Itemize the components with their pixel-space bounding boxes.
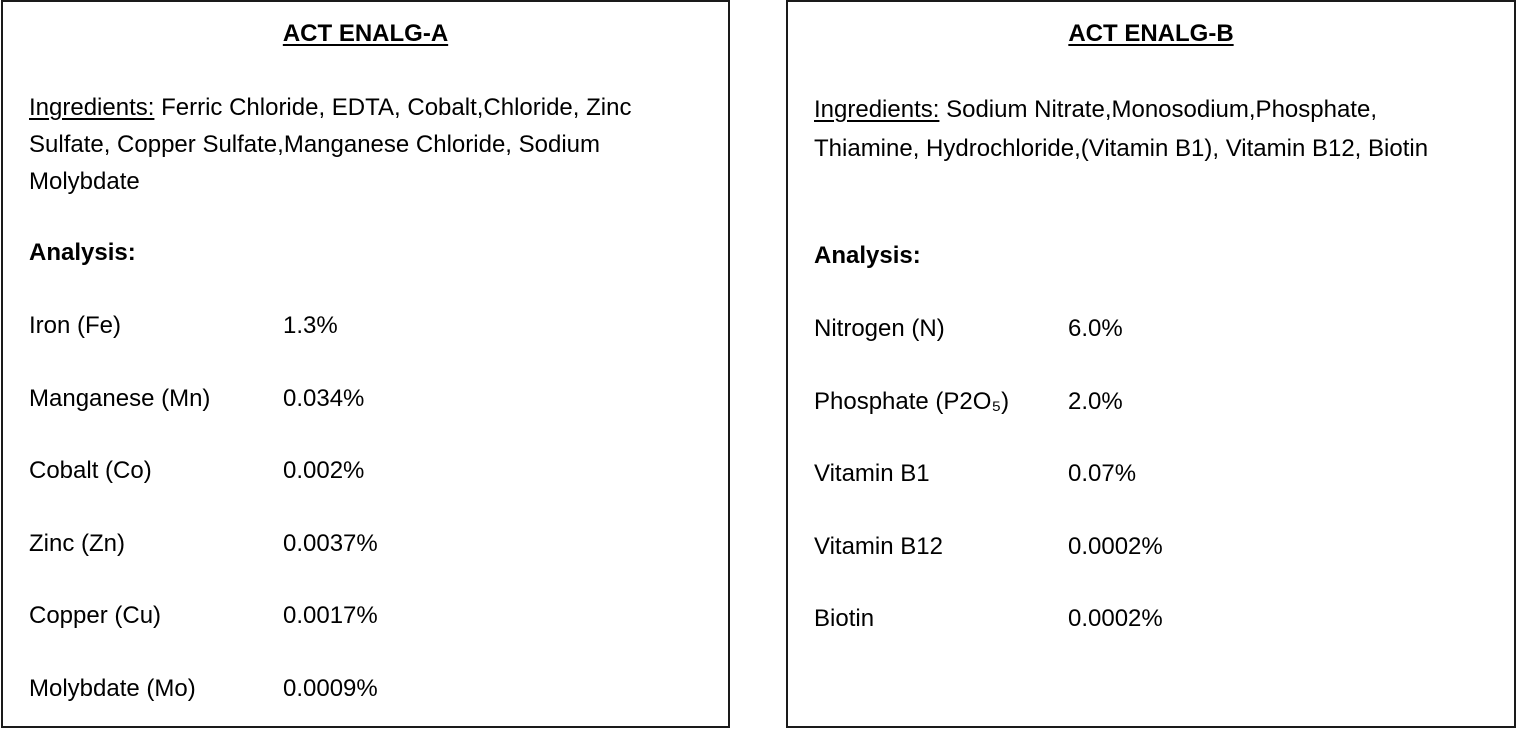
analysis-label: Vitamin B1 xyxy=(814,460,930,488)
analysis-value: 0.07% xyxy=(1068,460,1136,488)
analysis-value: 0.0002% xyxy=(1068,605,1163,633)
analysis-label: Vitamin B12 xyxy=(814,533,943,561)
analysis-row xyxy=(814,533,1494,606)
ingredients-list: Ferric Chloride, EDTA, Cobalt,Chloride, Zinc Sulfate, Copper Sulfate,Manganese Chloride, Sodium Molybdate xyxy=(29,94,631,195)
analysis-row xyxy=(29,457,708,530)
panel-title: ACT ENALG-B xyxy=(788,20,1514,48)
analysis-row xyxy=(814,388,1494,461)
analysis-table xyxy=(814,315,1494,678)
analysis-label: Copper (Cu) xyxy=(29,602,161,630)
analysis-value: 6.0% xyxy=(1068,315,1123,343)
panel-title: ACT ENALG-A xyxy=(3,20,728,48)
analysis-label: Phosphate (P2O₅) xyxy=(814,388,1009,416)
analysis-value: 0.0037% xyxy=(283,530,378,558)
analysis-row xyxy=(814,315,1494,388)
analysis-label: Manganese (Mn) xyxy=(29,385,210,413)
analysis-row xyxy=(29,675,708,747)
ingredients-list: Sodium Nitrate,Monosodium,Phosphate, Thiamine, Hydrochloride,(Vitamin B1), Vitamin B12, Biotin xyxy=(814,96,1428,162)
analysis-label: Molybdate (Mo) xyxy=(29,675,196,703)
ingredients-label: Ingredients: xyxy=(29,94,154,121)
analysis-value: 0.0002% xyxy=(1068,533,1163,561)
analysis-value: 2.0% xyxy=(1068,388,1123,416)
analysis-value: 1.3% xyxy=(283,312,338,340)
analysis-value: 0.034% xyxy=(283,385,364,413)
analysis-row xyxy=(29,312,708,385)
analysis-value: 0.0017% xyxy=(283,602,378,630)
analysis-label: Cobalt (Co) xyxy=(29,457,152,485)
ingredients-text xyxy=(814,91,1474,168)
ingredients-text xyxy=(29,89,688,200)
analysis-heading: Analysis: xyxy=(29,239,136,267)
analysis-row xyxy=(814,460,1494,533)
analysis-row xyxy=(29,385,708,458)
product-panel-a xyxy=(1,0,730,728)
analysis-label: Biotin xyxy=(814,605,874,633)
analysis-table xyxy=(29,312,708,747)
analysis-row xyxy=(29,602,708,675)
analysis-value: 0.0009% xyxy=(283,675,378,703)
analysis-heading: Analysis: xyxy=(814,242,921,270)
analysis-row xyxy=(29,530,708,603)
analysis-value: 0.002% xyxy=(283,457,364,485)
product-panel-b xyxy=(786,0,1516,728)
analysis-label: Iron (Fe) xyxy=(29,312,121,340)
ingredients-label: Ingredients: xyxy=(814,96,939,123)
analysis-row xyxy=(814,605,1494,678)
analysis-label: Nitrogen (N) xyxy=(814,315,945,343)
analysis-label: Zinc (Zn) xyxy=(29,530,125,558)
